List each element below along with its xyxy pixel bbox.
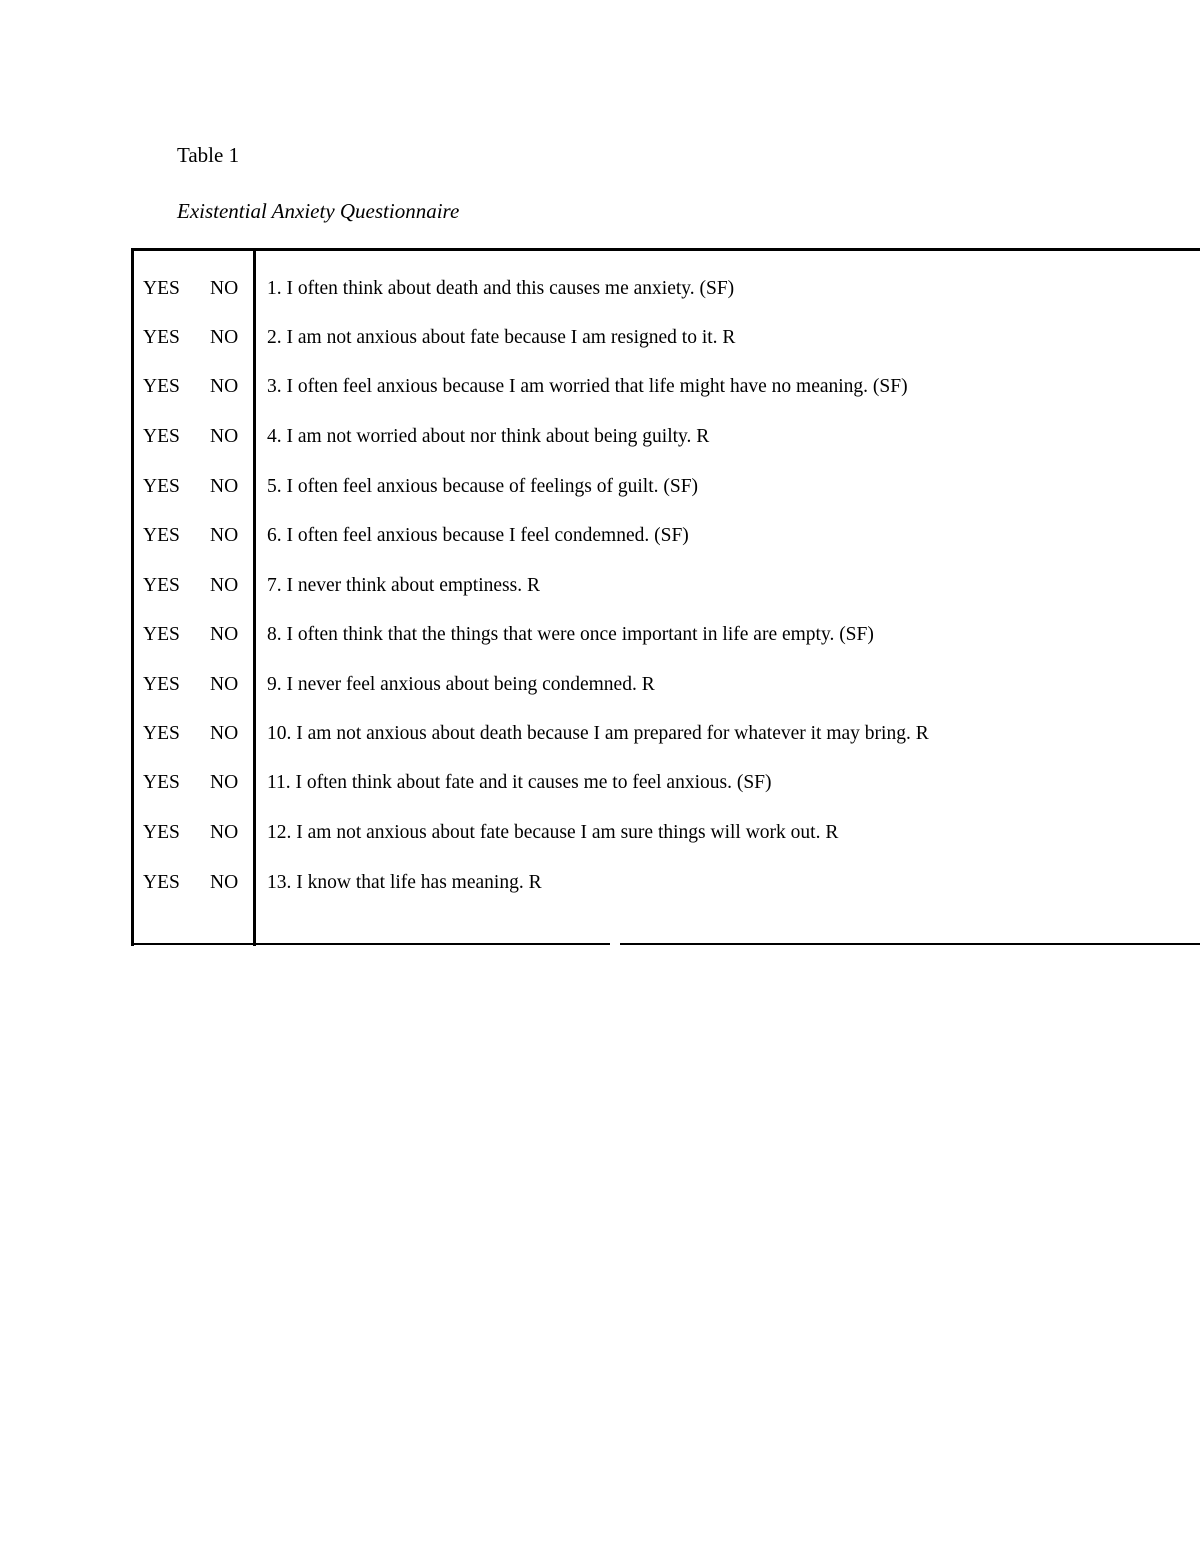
yes-option: YES	[143, 822, 180, 843]
item-statement: 7. I never think about emptiness. R	[267, 575, 540, 596]
table-top-rule	[131, 248, 1200, 251]
item-statement: 5. I often feel anxious because of feelings of guilt. (SF)	[267, 476, 699, 497]
item-statement: 1. I often think about death and this causes me anxiety. (SF)	[267, 278, 735, 299]
questionnaire-row	[0, 818, 1200, 848]
no-option: NO	[210, 327, 239, 348]
questionnaire-row	[0, 274, 1200, 304]
item-statement: 13. I know that life has meaning. R	[267, 872, 542, 893]
questionnaire-row	[0, 571, 1200, 601]
yes-option: YES	[143, 525, 180, 546]
no-option: NO	[210, 772, 239, 793]
no-option: NO	[210, 426, 239, 447]
item-statement: 4. I am not worried about nor think about being guilty. R	[267, 426, 710, 447]
questionnaire-row	[0, 719, 1200, 749]
item-statement: 3. I often feel anxious because I am worried that life might have no meaning. (SF)	[267, 376, 908, 397]
yes-option: YES	[143, 772, 180, 793]
table-bottom-rule-right	[620, 943, 1200, 945]
no-option: NO	[210, 525, 239, 546]
yes-option: YES	[143, 376, 180, 397]
yes-option: YES	[143, 278, 180, 299]
table-title: Existential Anxiety Questionnaire	[177, 199, 460, 223]
no-option: NO	[210, 872, 239, 893]
no-option: NO	[210, 278, 239, 299]
item-statement: 11. I often think about fate and it causes me to feel anxious. (SF)	[267, 772, 772, 793]
item-statement: 8. I often think that the things that were once important in life are empty. (SF)	[267, 624, 874, 645]
no-option: NO	[210, 376, 239, 397]
yes-option: YES	[143, 476, 180, 497]
questionnaire-row	[0, 472, 1200, 502]
questionnaire-row	[0, 323, 1200, 353]
yes-option: YES	[143, 327, 180, 348]
item-statement: 10. I am not anxious about death because I am prepared for whatever it may bring. R	[267, 723, 929, 744]
no-option: NO	[210, 575, 239, 596]
table-label: Table 1	[177, 143, 240, 167]
questionnaire-row	[0, 372, 1200, 402]
item-statement: 6. I often feel anxious because I feel condemned. (SF)	[267, 525, 689, 546]
yes-option: YES	[143, 575, 180, 596]
questionnaire-row	[0, 422, 1200, 452]
no-option: NO	[210, 476, 239, 497]
no-option: NO	[210, 624, 239, 645]
item-statement: 2. I am not anxious about fate because I am resigned to it. R	[267, 327, 736, 348]
yes-option: YES	[143, 723, 180, 744]
yes-option: YES	[143, 872, 180, 893]
yes-option: YES	[143, 674, 180, 695]
questionnaire-row	[0, 768, 1200, 798]
item-statement: 9. I never feel anxious about being condemned. R	[267, 674, 655, 695]
questionnaire-row	[0, 670, 1200, 700]
table-bottom-rule-left	[131, 943, 610, 945]
yes-option: YES	[143, 426, 180, 447]
yes-option: YES	[143, 624, 180, 645]
questionnaire-row	[0, 620, 1200, 650]
questionnaire-row	[0, 521, 1200, 551]
no-option: NO	[210, 723, 239, 744]
questionnaire-row	[0, 868, 1200, 898]
no-option: NO	[210, 674, 239, 695]
item-statement: 12. I am not anxious about fate because I am sure things will work out. R	[267, 822, 839, 843]
no-option: NO	[210, 822, 239, 843]
